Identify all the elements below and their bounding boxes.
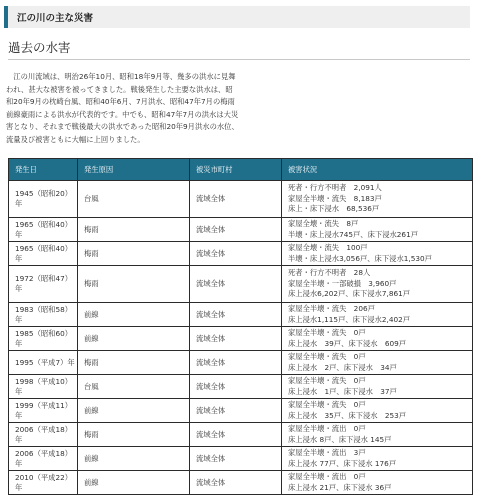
damage-line: 床上浸水 39戸、床下浸水 609戸 xyxy=(288,338,407,348)
cell-area: 流域全体 xyxy=(190,327,282,351)
cell-date: 1999（平成11）年 xyxy=(9,399,78,423)
section-title: 過去の水害 xyxy=(8,38,470,60)
cell-damage xyxy=(282,375,473,399)
cell-area: 流域全体 xyxy=(190,242,282,266)
cell-date: 1985（昭和60）年 xyxy=(9,327,78,351)
header-cause: 発生原因 xyxy=(78,159,190,181)
cell-area: 流域全体 xyxy=(190,181,282,218)
table-row xyxy=(9,303,473,327)
page-header-bar xyxy=(4,6,470,28)
intro-line: われ、甚大な被害を被ってきました。戦後発生した主要な洪水は、昭 xyxy=(6,84,233,94)
damage-line: 床上・床下浸水 68,536戸 xyxy=(288,204,380,214)
cell-damage xyxy=(282,351,473,375)
damage-line: 床上浸水 2戸、床下浸水 34戸 xyxy=(288,362,397,372)
table-row xyxy=(9,242,473,266)
damage-line: 家屋全半壊・流失 0戸 xyxy=(288,328,366,337)
damage-line: 家屋全半壊・流失 206戸 xyxy=(288,304,375,313)
page-header-title: 江の川の主な災害 xyxy=(17,13,94,24)
damage-line: 床上浸水 77戸、床下浸水 176戸 xyxy=(288,458,397,468)
table-row xyxy=(9,266,473,303)
table-row xyxy=(9,423,473,447)
header-date: 発生日 xyxy=(9,159,78,181)
table-row xyxy=(9,447,473,471)
table-row xyxy=(9,375,473,399)
cell-damage xyxy=(282,399,473,423)
damage-line: 死者・行方不明者 2,091人 xyxy=(288,183,382,193)
cell-damage xyxy=(282,423,473,447)
damage-line: 家屋全半壊・流失 8,183戸 xyxy=(288,193,382,203)
damage-line: 家屋全壊・流失 100戸 xyxy=(288,243,368,252)
table-row xyxy=(9,327,473,351)
table-row xyxy=(9,399,473,423)
cell-cause: 前線 xyxy=(78,399,190,423)
damage-line: 床上浸水 8戸、床下浸水 145戸 xyxy=(288,434,392,444)
cell-damage xyxy=(282,218,473,242)
cell-cause: 前線 xyxy=(78,303,190,327)
cell-date: 1945（昭和20）年 xyxy=(9,181,78,218)
damage-line: 家屋全半壊・一部破損 3,960戸 xyxy=(288,278,397,288)
damage-line: 床上浸水6,202戸、床下浸水7,861戸 xyxy=(288,289,411,299)
table-row xyxy=(9,218,473,242)
header-damage: 被害状況 xyxy=(282,159,473,181)
intro-line: 害となり、それまで戦後最大の洪水であった昭和20年9月洪水の水位、 xyxy=(6,122,239,131)
cell-area: 流域全体 xyxy=(190,399,282,423)
cell-damage xyxy=(282,471,473,495)
cell-cause: 梅雨 xyxy=(78,266,190,303)
cell-damage xyxy=(282,181,473,218)
cell-date: 1995（平成7）年 xyxy=(9,351,78,375)
cell-cause: 梅雨 xyxy=(78,351,190,375)
cell-date: 1972（昭和47）年 xyxy=(9,266,78,303)
cell-area: 流域全体 xyxy=(190,423,282,447)
cell-area: 流域全体 xyxy=(190,375,282,399)
cell-cause: 台風 xyxy=(78,181,190,218)
damage-line: 床上浸水 1戸、床下浸水 37戸 xyxy=(288,386,397,396)
damage-line: 床上浸水 35戸、床下浸水 253戸 xyxy=(288,410,407,420)
cell-damage xyxy=(282,266,473,303)
intro-line: 流量及び被害ともに大幅に上回りました。 xyxy=(6,134,145,144)
disaster-table xyxy=(8,158,473,495)
cell-cause: 前線 xyxy=(78,327,190,351)
table-header-row xyxy=(9,159,473,181)
cell-area: 流域全体 xyxy=(190,471,282,495)
damage-line: 家屋全半壊・流出 0戸 xyxy=(288,424,366,433)
table-row xyxy=(9,471,473,495)
cell-date: 1965（昭和40）年 xyxy=(9,218,78,242)
cell-date: 2010（平成22）年 xyxy=(9,471,78,495)
cell-cause: 梅雨 xyxy=(78,218,190,242)
damage-line: 家屋全壊・流失 8戸 xyxy=(288,219,359,228)
cell-damage xyxy=(282,327,473,351)
damage-line: 半壊・床上浸水3,056戸、床下浸水1,530戸 xyxy=(288,253,432,263)
table-row xyxy=(9,181,473,218)
damage-line: 家屋全半壊・流失 0戸 xyxy=(288,376,366,385)
cell-date: 1965（昭和40）年 xyxy=(9,242,78,266)
cell-date: 2006（平成18）年 xyxy=(9,447,78,471)
cell-date: 1983（昭和58）年 xyxy=(9,303,78,327)
damage-line: 家屋全半壊・流出 0戸 xyxy=(288,472,366,481)
cell-date: 2006（平成18）年 xyxy=(9,423,78,447)
damage-line: 死者・行方不明者 28人 xyxy=(288,268,371,278)
cell-cause: 台風 xyxy=(78,375,190,399)
cell-damage xyxy=(282,242,473,266)
damage-line: 家屋全半壊・流出 3戸 xyxy=(288,448,366,457)
intro-paragraph xyxy=(6,71,466,146)
cell-area: 流域全体 xyxy=(190,351,282,375)
cell-damage xyxy=(282,303,473,327)
cell-cause: 前線 xyxy=(78,471,190,495)
cell-area: 流域全体 xyxy=(190,266,282,303)
cell-damage xyxy=(282,447,473,471)
damage-line: 半壊・床上浸水745戸、床下浸水261戸 xyxy=(288,229,419,239)
cell-cause: 梅雨 xyxy=(78,423,190,447)
table-row xyxy=(9,351,473,375)
intro-line: 和20年9月の枕崎台風、昭和40年6月、7月洪水、昭和47年7月の梅雨 xyxy=(6,97,235,106)
cell-date: 1998（平成10）年 xyxy=(9,375,78,399)
damage-line: 家屋全半壊・流失 0戸 xyxy=(288,400,366,409)
header-area: 被災市町村 xyxy=(190,159,282,181)
intro-line: 江の川流域は、明治26年10月、昭和18年9月等、幾多の洪水に見舞 xyxy=(6,72,236,81)
intro-line: 前線豪雨による洪水が代表的です。中でも、昭和47年7月の洪水は大災 xyxy=(6,109,239,119)
cell-cause: 前線 xyxy=(78,447,190,471)
damage-line: 床上浸水1,115戸、床下浸水2,402戸 xyxy=(288,314,411,324)
cell-area: 流域全体 xyxy=(190,303,282,327)
cell-area: 流域全体 xyxy=(190,447,282,471)
cell-area: 流域全体 xyxy=(190,218,282,242)
damage-line: 家屋全半壊・流失 0戸 xyxy=(288,352,366,361)
cell-cause: 梅雨 xyxy=(78,242,190,266)
damage-line: 床上浸水 21戸、床下浸水 36戸 xyxy=(288,482,392,492)
